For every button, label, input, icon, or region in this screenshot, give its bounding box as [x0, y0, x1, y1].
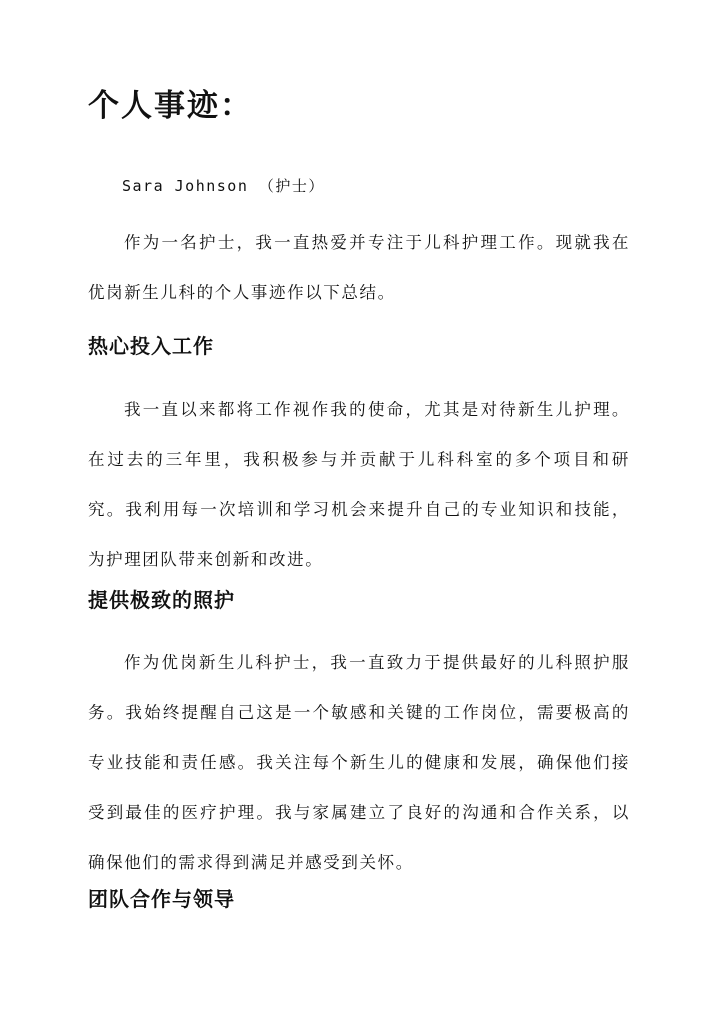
section-heading-care: 提供极致的照护: [88, 588, 235, 612]
section-heading-teamwork: 团队合作与领导: [88, 887, 235, 911]
intro-paragraph: 作为一名护士，我一直热爱并专注于儿科护理工作。现就我在优岗新生儿科的个人事迹作以下总结。: [88, 233, 630, 302]
section-body-dedication: 我一直以来都将工作视作我的使命，尤其是对待新生儿护理。在过去的三年里，我积极参与并贡献于儿科科室的多个项目和研究。我利用每一次培训和学习机会来提升自己的专业知识和技能，为护理团队带来创新和改进。: [88, 400, 630, 569]
page-title: 个人事迹：: [88, 88, 253, 124]
section-heading-dedication: 热心投入工作: [88, 334, 214, 358]
author-line: Sara Johnson （护士）: [122, 177, 325, 195]
section-body-care: 作为优岗新生儿科护士，我一直致力于提供最好的儿科照护服务。我始终提醒自己这是一个敏感和关键的工作岗位，需要极高的专业技能和责任感。我关注每个新生儿的健康和发展，确保他们接受到最佳的医疗护理。我与家属建立了良好的沟通和合作关系，以确保他们的需求得到满足并感受到关怀。: [88, 653, 630, 872]
